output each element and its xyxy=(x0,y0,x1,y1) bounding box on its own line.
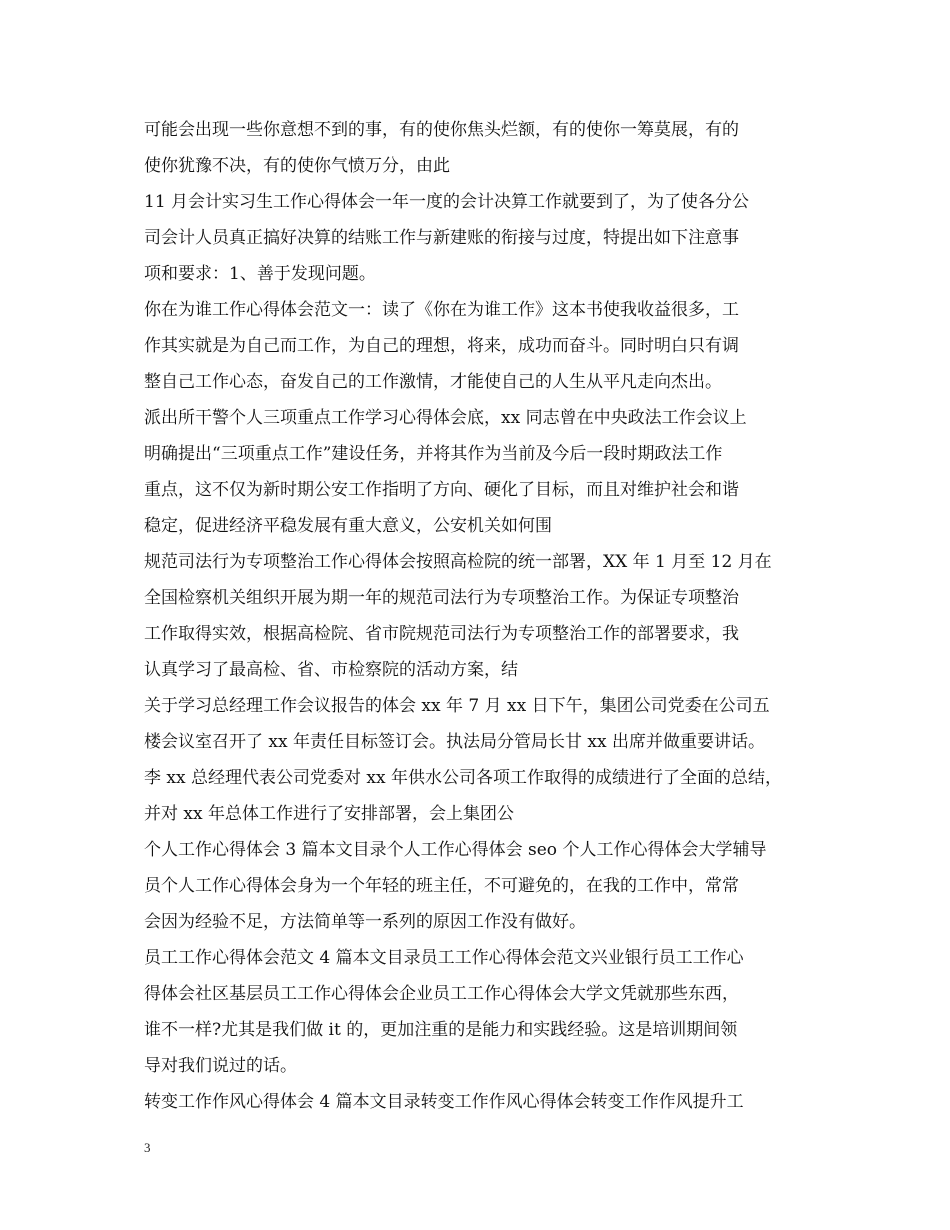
text-line: 全国检察机关组织开展为期一年的规范司法行为专项整治工作。为保证专项整治 xyxy=(144,588,739,608)
text-line: 你在为谁工作心得体会范文一：读了《你在为谁工作》这本书使我收益很多，工 xyxy=(144,300,739,320)
text-line: 整自己工作心态，奋发自己的工作激情，才能使自己的人生从平凡走向杰出。 xyxy=(144,372,722,392)
body-text xyxy=(144,112,814,1120)
text-line: 导对我们说过的话。 xyxy=(144,1056,297,1076)
text-line: 员工工作心得体会范文 4 篇本文目录员工工作心得体会范文兴业银行员工工作心 xyxy=(144,948,744,968)
text-line: 11 月会计实习生工作心得体会一年一度的会计决算工作就要到了，为了使各分公 xyxy=(144,192,750,212)
text-line: 会因为经验不足，方法简单等一系列的原因工作没有做好。 xyxy=(144,912,586,932)
text-line: 工作取得实效，根据高检院、省市院规范司法行为专项整治工作的部署要求，我 xyxy=(144,624,739,644)
text-line: 李 xx 总经理代表公司党委对 xx 年供水公司各项工作取得的成绩进行了全面的总结， xyxy=(144,768,782,788)
text-line: 得体会社区基层员工工作心得体会企业员工工作心得体会大学文凭就那些东西， xyxy=(144,984,739,1004)
text-line: 楼会议室召开了 xx 年责任目标签订会。执法局分管局长甘 xx 出席并做重要讲话。 xyxy=(144,732,765,752)
text-line: 转变工作作风心得体会 4 篇本文目录转变工作作风心得体会转变工作作风提升工 xyxy=(144,1092,744,1112)
text-line: 作其实就是为自己而工作，为自己的理想，将来，成功而奋斗。同时明白只有调 xyxy=(144,336,739,356)
page-number: 3 xyxy=(144,1140,151,1155)
text-line: 明确提出“三项重点工作”建设任务，并将其作为当前及今后一段时期政法工作 xyxy=(144,444,723,464)
text-line: 项和要求：1、善于发现问题。 xyxy=(144,264,376,284)
text-line: 司会计人员真正搞好决算的结账工作与新建账的衔接与过度，特提出如下注意事 xyxy=(144,228,739,248)
text-line: 使你犹豫不决，有的使你气愤万分，由此 xyxy=(144,156,450,176)
text-line: 认真学习了最高检、省、市检察院的活动方案，结 xyxy=(144,660,518,680)
text-line: 派出所干警个人三项重点工作学习心得体会底，xx 同志曾在中央政法工作会议上 xyxy=(144,408,747,428)
text-line: 可能会出现一些你意想不到的事，有的使你焦头烂额，有的使你一筹莫展，有的 xyxy=(144,120,739,140)
text-line: 谁不一样?尤其是我们做 it 的，更加注重的是能力和实践经验。这是培训期间领 xyxy=(144,1020,738,1040)
text-line: 重点，这不仅为新时期公安工作指明了方向、硬化了目标，而且对维护社会和谐 xyxy=(144,480,739,500)
text-line: 关于学习总经理工作会议报告的体会 xx 年 7 月 xx 日下午，集团公司党委在公司五 xyxy=(144,696,770,716)
text-line: 并对 xx 年总体工作进行了安排部署，会上集团公 xyxy=(144,804,514,824)
text-line: 个人工作心得体会 3 篇本文目录个人工作心得体会 seo 个人工作心得体会大学辅导 xyxy=(144,840,767,860)
text-line: 规范司法行为专项整治工作心得体会按照高检院的统一部署，XX 年 1 月至 12 月在 xyxy=(144,552,772,572)
text-line: 稳定，促进经济平稳发展有重大意义，公安机关如何围 xyxy=(144,516,552,536)
text-line: 员个人工作心得体会身为一个年轻的班主任，不可避免的，在我的工作中，常常 xyxy=(144,876,739,896)
